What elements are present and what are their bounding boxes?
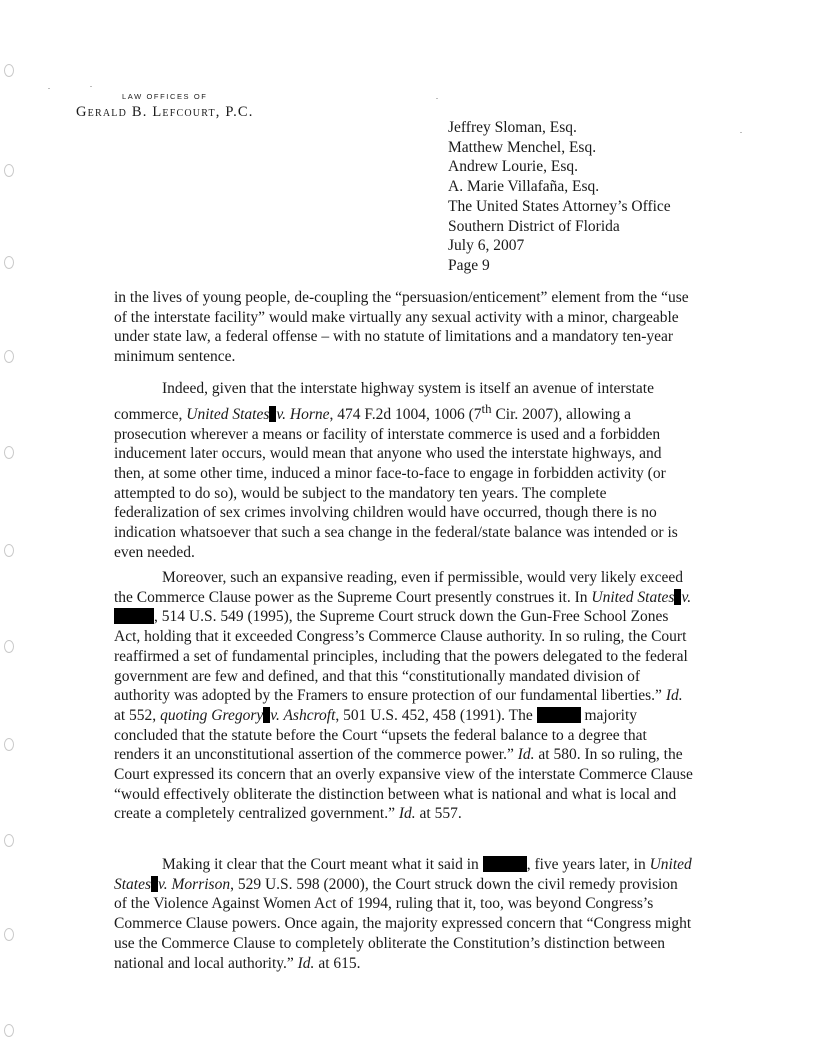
recipient-line: Jeffrey Sloman, Esq. bbox=[448, 119, 577, 136]
redaction-bar bbox=[114, 608, 154, 624]
letter-date: July 6, 2007 bbox=[448, 237, 525, 255]
citation-id: Id. bbox=[517, 746, 535, 764]
punch-hole-mark bbox=[4, 1024, 14, 1037]
recipient-line: A. Marie Villafaña, Esq. bbox=[448, 178, 600, 196]
case-name: United States bbox=[114, 856, 692, 893]
punch-hole-mark bbox=[4, 350, 14, 363]
case-name: v. Horne bbox=[276, 405, 330, 423]
paragraph-text: Making it clear that the Court meant what it said in bbox=[162, 856, 483, 873]
punch-hole-mark bbox=[4, 738, 14, 751]
case-name: v. Morrison bbox=[158, 875, 231, 893]
recipient-line: Matthew Menchel, Esq. bbox=[448, 138, 597, 156]
paragraph-text: , 514 U.S. 549 (1995), the Supreme Court struck down the Gun-Free School Zones Act, holding that it exceeded Congress’s Commerce Clause authority. In so ruling, the Court reaffirmed a set of fundamental principles, including that the powers delegated to the federal government are few and defined, and that this “constitutionally mandated division of authority was adopted by the Framers to ensure protection of our fundamental liberties.” bbox=[114, 608, 688, 705]
scan-speck bbox=[48, 88, 50, 89]
case-name: quoting Gregory bbox=[160, 706, 264, 724]
case-name: United States bbox=[591, 588, 675, 606]
citation-id: Id. bbox=[665, 687, 683, 705]
recipient-line: Andrew Lourie, Esq. bbox=[448, 158, 578, 176]
case-name: United States bbox=[186, 405, 270, 423]
punch-hole-mark bbox=[4, 446, 14, 459]
paragraph-text: , 529 U.S. 598 (2000), the Court struck down the civil remedy provision of the Violence Against Women Act of 1994, ruling that it, too, was beyond Congress’s Commerce Clause powers. Once again, the majority expressed concern that “Congress might use the Commerce Clause to completely obliterate the Constitution’s distinction between national and local authority.” bbox=[114, 875, 692, 972]
redaction-bar bbox=[151, 876, 158, 892]
paragraph-text: Moreover, such an expansive reading, even if permissible, would very likely exceed the Commerce Clause power as the Supreme Court presently construes it. In bbox=[114, 569, 684, 606]
paragraph-text: , 501 U.S. 452, 458 (1991). The bbox=[335, 706, 537, 724]
case-name: v. Ashcroft bbox=[270, 706, 336, 724]
body-paragraph-1: in the lives of young people, de-coupling the “persuasion/enticement” element from the “use of the interstate facility” would make virtually any sexual activity with a minor, chargeable under state law, a federal offense – with no statute of limitations and a mandatory ten-year minimum sentence. bbox=[114, 289, 689, 366]
punch-hole-mark bbox=[4, 544, 14, 557]
punch-hole-mark bbox=[4, 64, 14, 77]
paragraph-text: Indeed, given that the interstate highway system is itself an avenue of interstate commerce, bbox=[114, 380, 654, 423]
paragraph-text: majority concluded that the statute before the Court “upsets the federal balance to a degree that renders it an unconstitutional assertion of the commerce power.” bbox=[114, 706, 647, 764]
paragraph-text: at 580. In so ruling, the Court expressed its concern that an overly expansive view of the interstate Commerce Clause “would effectively obliterate the distinction between what is national and what is local and create a completely centralized government.” bbox=[114, 746, 693, 823]
paragraph-text: at 615. bbox=[314, 954, 361, 972]
letterhead-law-offices: LAW OFFICES OF bbox=[122, 92, 208, 101]
body-paragraph-3 bbox=[114, 568, 694, 824]
recipient-line: Southern District of Florida bbox=[448, 217, 620, 235]
paragraph-text: at 557. bbox=[415, 805, 462, 823]
paragraph-text: Cir. 2007), allowing a prosecution wherever a means or facility of interstate commerce is used and a forbidden inducement later occurs, would mean that anyone who used the interstate highways, and then, at some other time, induced a minor face-to-face to engage in forbidden activity (or attempted to do so), would be subject to the mandatory ten years. The complete federalization of sex crimes involving children would have occurred, though there is no indication whatsoever that such a sea change in the federal/state balance was intended or is even needed. bbox=[114, 405, 678, 561]
scan-speck bbox=[740, 132, 742, 133]
letterhead-firm-name: Gerald B. Lefcourt, P.C. bbox=[76, 104, 254, 120]
citation-id: Id. bbox=[297, 954, 315, 972]
paragraph-text: , 474 F.2d 1004, 1006 (7 bbox=[329, 405, 482, 423]
paragraph-text: at 552, bbox=[114, 706, 161, 724]
paragraph-text: , five years later, in bbox=[526, 856, 650, 873]
punch-hole-mark bbox=[4, 834, 14, 847]
scan-speck bbox=[436, 98, 438, 99]
redaction-bar bbox=[483, 856, 527, 872]
recipient-block bbox=[448, 118, 671, 276]
punch-hole-mark bbox=[4, 928, 14, 941]
page-number: Page 9 bbox=[448, 256, 490, 274]
punch-hole-mark bbox=[4, 164, 14, 177]
body-paragraph-4 bbox=[114, 855, 694, 973]
ordinal-suffix: th bbox=[481, 400, 492, 416]
scan-speck bbox=[90, 86, 92, 87]
redaction-bar bbox=[537, 707, 581, 723]
recipient-line: The United States Attorney’s Office bbox=[448, 197, 671, 215]
case-name: v. bbox=[681, 588, 692, 606]
body-paragraph-2 bbox=[114, 379, 694, 562]
punch-hole-mark bbox=[4, 640, 14, 653]
punch-hole-mark bbox=[4, 256, 14, 269]
citation-id: Id. bbox=[398, 805, 416, 823]
